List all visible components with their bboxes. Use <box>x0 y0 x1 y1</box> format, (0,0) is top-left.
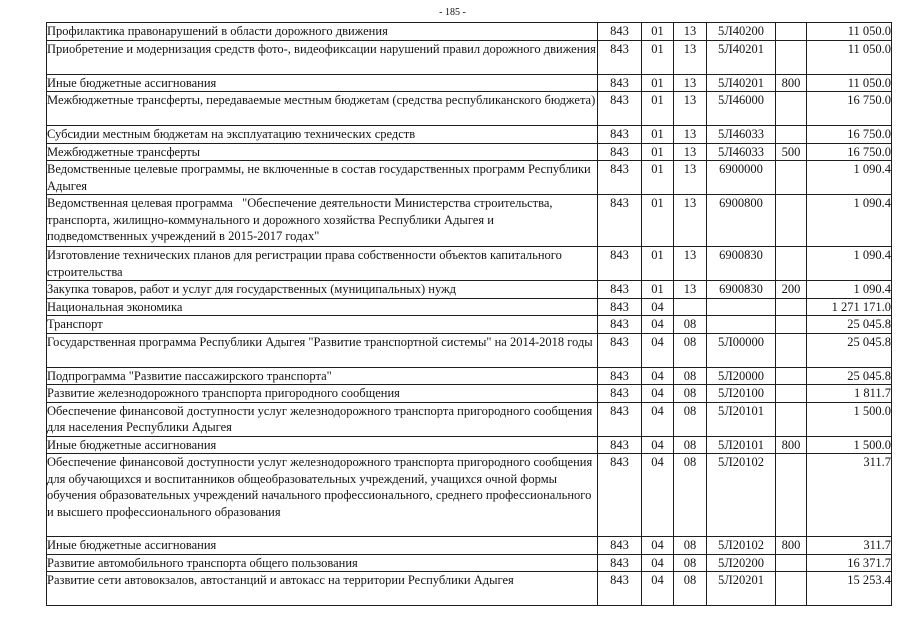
subsection-code: 08 <box>674 402 707 436</box>
section-code: 01 <box>642 161 674 195</box>
target-article-code: 5Л20102 <box>707 454 776 537</box>
target-article-code: 5Л20200 <box>707 554 776 572</box>
expense-type-code <box>776 298 807 316</box>
target-article-code: 6900000 <box>707 161 776 195</box>
item-name: Транспорт <box>47 316 598 334</box>
target-article-code: 6900830 <box>707 247 776 281</box>
expense-type-code <box>776 316 807 334</box>
subsection-code: 13 <box>674 23 707 41</box>
subsection-code: 13 <box>674 74 707 92</box>
table-row <box>47 92 892 126</box>
target-article-code: 5Л40201 <box>707 74 776 92</box>
subsection-code: 13 <box>674 161 707 195</box>
ministry-code: 843 <box>598 92 642 126</box>
target-article-code: 5Л20000 <box>707 367 776 385</box>
subsection-code: 13 <box>674 247 707 281</box>
expense-type-code <box>776 333 807 367</box>
amount: 16 371.7 <box>807 554 892 572</box>
item-name: Обеспечение финансовой доступности услуг железнодорожного транспорта пригородного сообщения для населения Республики Адыгея <box>47 402 598 436</box>
ministry-code: 843 <box>598 402 642 436</box>
section-code: 01 <box>642 247 674 281</box>
item-name: Обеспечение финансовой доступности услуг железнодорожного транспорта пригородного сообщения для обучающихся и воспитанников общеобразовательных учреждений, учащихся очной формы обучения образовательных учреждений начального профессионального, среднего профессионального и высшего профессионального образования <box>47 454 598 537</box>
item-name: Иные бюджетные ассигнования <box>47 74 598 92</box>
table-row <box>47 537 892 555</box>
amount: 1 500.0 <box>807 402 892 436</box>
section-code: 01 <box>642 195 674 247</box>
item-name: Национальная экономика <box>47 298 598 316</box>
item-name: Ведомственная целевая программа "Обеспечение деятельности Министерства строительства, транспорта, жилищно-коммунального и дорожного хозяйства Республики Адыгея и подведомственных учреждений в 2015-2017 годах" <box>47 195 598 247</box>
item-name: Субсидии местным бюджетам на эксплуатацию технических средств <box>47 126 598 144</box>
subsection-code: 13 <box>674 143 707 161</box>
section-code: 04 <box>642 402 674 436</box>
section-code: 04 <box>642 367 674 385</box>
ministry-code: 843 <box>598 23 642 41</box>
section-code: 01 <box>642 23 674 41</box>
table-row <box>47 40 892 74</box>
subsection-code: 13 <box>674 195 707 247</box>
table-row <box>47 385 892 403</box>
section-code: 01 <box>642 74 674 92</box>
table-row <box>47 161 892 195</box>
section-code: 04 <box>642 385 674 403</box>
amount: 16 750.0 <box>807 92 892 126</box>
subsection-code: 08 <box>674 554 707 572</box>
section-code: 04 <box>642 537 674 555</box>
table-row <box>47 126 892 144</box>
subsection-code: 13 <box>674 92 707 126</box>
amount: 1 500.0 <box>807 436 892 454</box>
table-row <box>47 247 892 281</box>
target-article-code: 5Л20102 <box>707 537 776 555</box>
target-article-code <box>707 316 776 334</box>
expense-type-code: 200 <box>776 281 807 299</box>
ministry-code: 843 <box>598 281 642 299</box>
item-name: Иные бюджетные ассигнования <box>47 436 598 454</box>
amount: 16 750.0 <box>807 126 892 144</box>
ministry-code: 843 <box>598 126 642 144</box>
expense-type-code <box>776 367 807 385</box>
table-row <box>47 454 892 537</box>
target-article-code: 5Л46000 <box>707 92 776 126</box>
target-article-code: 5Л46033 <box>707 126 776 144</box>
subsection-code: 08 <box>674 333 707 367</box>
item-name: Развитие автомобильного транспорта общего пользования <box>47 554 598 572</box>
section-code: 01 <box>642 281 674 299</box>
item-name: Профилактика правонарушений в области дорожного движения <box>47 23 598 41</box>
subsection-code: 08 <box>674 367 707 385</box>
table-row <box>47 281 892 299</box>
section-code: 01 <box>642 143 674 161</box>
amount: 11 050.0 <box>807 23 892 41</box>
expense-type-code <box>776 126 807 144</box>
table-row <box>47 572 892 606</box>
subsection-code: 13 <box>674 126 707 144</box>
ministry-code: 843 <box>598 316 642 334</box>
item-name: Межбюджетные трансферты <box>47 143 598 161</box>
target-article-code: 5Л20101 <box>707 402 776 436</box>
section-code: 01 <box>642 92 674 126</box>
expense-type-code <box>776 247 807 281</box>
expense-type-code <box>776 161 807 195</box>
section-code: 04 <box>642 572 674 606</box>
amount: 1 811.7 <box>807 385 892 403</box>
section-code: 04 <box>642 436 674 454</box>
item-name: Приобретение и модернизация средств фото-, видеофиксации нарушений правил дорожного движения <box>47 40 598 74</box>
amount: 11 050.0 <box>807 74 892 92</box>
target-article-code: 6900830 <box>707 281 776 299</box>
amount: 311.7 <box>807 454 892 537</box>
expense-type-code <box>776 195 807 247</box>
expense-type-code <box>776 385 807 403</box>
expense-type-code: 800 <box>776 537 807 555</box>
expense-type-code <box>776 40 807 74</box>
section-code: 01 <box>642 126 674 144</box>
subsection-code: 13 <box>674 281 707 299</box>
expense-type-code: 500 <box>776 143 807 161</box>
expense-type-code <box>776 402 807 436</box>
budget-table <box>46 22 892 606</box>
section-code: 01 <box>642 40 674 74</box>
section-code: 04 <box>642 316 674 334</box>
target-article-code <box>707 298 776 316</box>
table-row <box>47 74 892 92</box>
section-code: 04 <box>642 554 674 572</box>
table-row <box>47 23 892 41</box>
section-code: 04 <box>642 298 674 316</box>
target-article-code: 5Л46033 <box>707 143 776 161</box>
subsection-code: 08 <box>674 454 707 537</box>
ministry-code: 843 <box>598 74 642 92</box>
table-row <box>47 402 892 436</box>
target-article-code: 5Л20201 <box>707 572 776 606</box>
item-name: Ведомственные целевые программы, не включенные в состав государственных программ Республики Адыгея <box>47 161 598 195</box>
table-row <box>47 316 892 334</box>
item-name: Подпрограмма "Развитие пассажирского транспорта" <box>47 367 598 385</box>
amount: 311.7 <box>807 537 892 555</box>
section-code: 04 <box>642 454 674 537</box>
target-article-code: 5Л40200 <box>707 23 776 41</box>
ministry-code: 843 <box>598 367 642 385</box>
item-name: Развитие сети автовокзалов, автостанций и автокасс на территории Республики Адыгея <box>47 572 598 606</box>
expense-type-code <box>776 92 807 126</box>
subsection-code <box>674 298 707 316</box>
amount: 25 045.8 <box>807 316 892 334</box>
target-article-code: 6900800 <box>707 195 776 247</box>
expense-type-code <box>776 454 807 537</box>
ministry-code: 843 <box>598 385 642 403</box>
amount: 15 253.4 <box>807 572 892 606</box>
item-name: Межбюджетные трансферты, передаваемые местным бюджетам (средства республиканского бюджета) <box>47 92 598 126</box>
item-name: Государственная программа Республики Адыгея "Развитие транспортной системы" на 2014-2018 годы <box>47 333 598 367</box>
ministry-code: 843 <box>598 436 642 454</box>
ministry-code: 843 <box>598 554 642 572</box>
ministry-code: 843 <box>598 537 642 555</box>
target-article-code: 5Л20100 <box>707 385 776 403</box>
ministry-code: 843 <box>598 454 642 537</box>
subsection-code: 08 <box>674 436 707 454</box>
expense-type-code <box>776 554 807 572</box>
amount: 25 045.8 <box>807 367 892 385</box>
amount: 11 050.0 <box>807 40 892 74</box>
section-code: 04 <box>642 333 674 367</box>
table-row <box>47 436 892 454</box>
item-name: Иные бюджетные ассигнования <box>47 537 598 555</box>
table-row <box>47 195 892 247</box>
target-article-code: 5Л20101 <box>707 436 776 454</box>
ministry-code: 843 <box>598 298 642 316</box>
ministry-code: 843 <box>598 40 642 74</box>
subsection-code: 08 <box>674 385 707 403</box>
amount: 1 090.4 <box>807 195 892 247</box>
amount: 1 271 171.0 <box>807 298 892 316</box>
ministry-code: 843 <box>598 572 642 606</box>
subsection-code: 08 <box>674 316 707 334</box>
table-row <box>47 554 892 572</box>
amount: 1 090.4 <box>807 281 892 299</box>
subsection-code: 08 <box>674 572 707 606</box>
amount: 16 750.0 <box>807 143 892 161</box>
ministry-code: 843 <box>598 333 642 367</box>
amount: 1 090.4 <box>807 161 892 195</box>
page-number: - 185 - <box>439 7 466 18</box>
item-name: Развитие железнодорожного транспорта пригородного сообщения <box>47 385 598 403</box>
table-row <box>47 333 892 367</box>
expense-type-code <box>776 23 807 41</box>
subsection-code: 13 <box>674 40 707 74</box>
table-row <box>47 367 892 385</box>
amount: 1 090.4 <box>807 247 892 281</box>
expense-type-code: 800 <box>776 74 807 92</box>
expense-type-code: 800 <box>776 436 807 454</box>
subsection-code: 08 <box>674 537 707 555</box>
amount: 25 045.8 <box>807 333 892 367</box>
target-article-code: 5Л40201 <box>707 40 776 74</box>
item-name: Изготовление технических планов для регистрации права собственности объектов капитального строительства <box>47 247 598 281</box>
table-row <box>47 298 892 316</box>
item-name: Закупка товаров, работ и услуг для государственных (муниципальных) нужд <box>47 281 598 299</box>
ministry-code: 843 <box>598 161 642 195</box>
ministry-code: 843 <box>598 143 642 161</box>
ministry-code: 843 <box>598 247 642 281</box>
table-row <box>47 143 892 161</box>
target-article-code: 5Л00000 <box>707 333 776 367</box>
expense-type-code <box>776 572 807 606</box>
ministry-code: 843 <box>598 195 642 247</box>
